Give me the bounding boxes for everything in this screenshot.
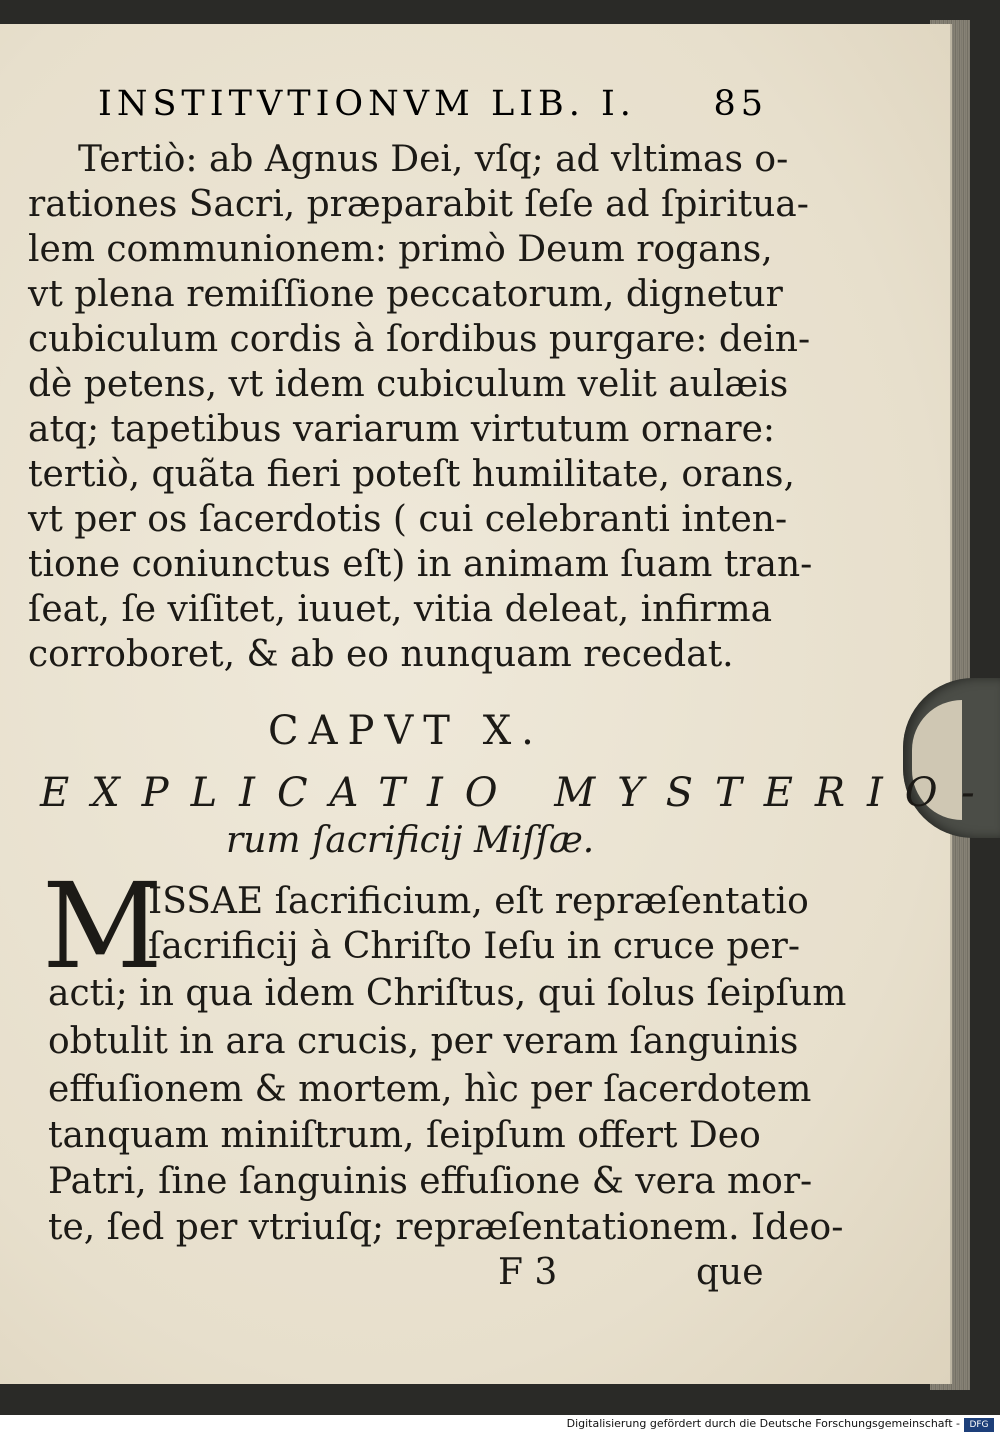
section-line: te, ſed per vtriuſq; repræſentationem. Ideo- [48, 1207, 844, 1248]
body-line: vt plena remiſſione peccatorum, dignetur [28, 274, 783, 315]
section-line: tanquam miniſtrum, ſeipſum offert Deo [48, 1115, 761, 1156]
body-line: ſeat, ſe viſitet, iuuet, vitia deleat, infirma [28, 589, 773, 630]
signature-mark: F 3 [498, 1252, 558, 1293]
body-line: dè petens, vt idem cubiculum velit aulæis [28, 364, 789, 405]
running-head [98, 80, 768, 128]
running-head-title: INSTITVTIONVM LIB. I. [98, 84, 636, 124]
body-line: lem communionem: primò Deum rogans, [28, 229, 773, 270]
body-line: tione coniunctus eſt) in animam ſuam tran- [28, 544, 813, 585]
chapter-subtitle-line1: EXPLICATIO MYSTERIO- [40, 770, 997, 816]
body-line: vt per os ſacerdotis ( cui celebranti inten- [28, 499, 788, 540]
page-number: 85 [713, 84, 768, 124]
chapter-heading: CAPVT X. [268, 708, 544, 754]
dfg-logo: DFG [964, 1418, 994, 1432]
dropcap: M [42, 857, 163, 995]
body-line: rationes Sacri, præparabit ſeſe ad ſpiritua- [28, 184, 809, 225]
footer-credit: Digitalisierung gefördert durch die Deutsche Forschungsgemeinschaft - [566, 1417, 960, 1430]
section-line: acti; in qua idem Chriſtus, qui ſolus ſeipſum [48, 973, 847, 1014]
body-line: tertiò, quãta fieri poteſt humilitate, orans, [28, 454, 795, 495]
footer-bar [0, 1415, 1000, 1436]
section-line: effuſionem & mortem, hìc per ſacerdotem [48, 1069, 812, 1110]
section-line: ISSAE ſacrificium, eſt repræſentatio [148, 881, 809, 922]
body-line: cubiculum cordis à ſordibus purgare: dein- [28, 319, 811, 360]
chapter-subtitle-line2: rum ſacrificij Miſſæ. [226, 820, 595, 861]
body-line: corroboret, & ab eo nunquam recedat. [28, 634, 734, 675]
body-line: Tertiò: ab Agnus Dei, vſq; ad vltimas o- [78, 139, 789, 180]
catchword: que [696, 1252, 764, 1293]
section-line: ſacrificij à Chriſto Ieſu in cruce per- [148, 926, 801, 967]
body-line: atq; tapetibus variarum virtutum ornare: [28, 409, 776, 450]
section-line: Patri, ſine ſanguinis effuſione & vera mor- [48, 1161, 813, 1202]
section-line: obtulit in ara crucis, per veram ſanguinis [48, 1021, 799, 1062]
